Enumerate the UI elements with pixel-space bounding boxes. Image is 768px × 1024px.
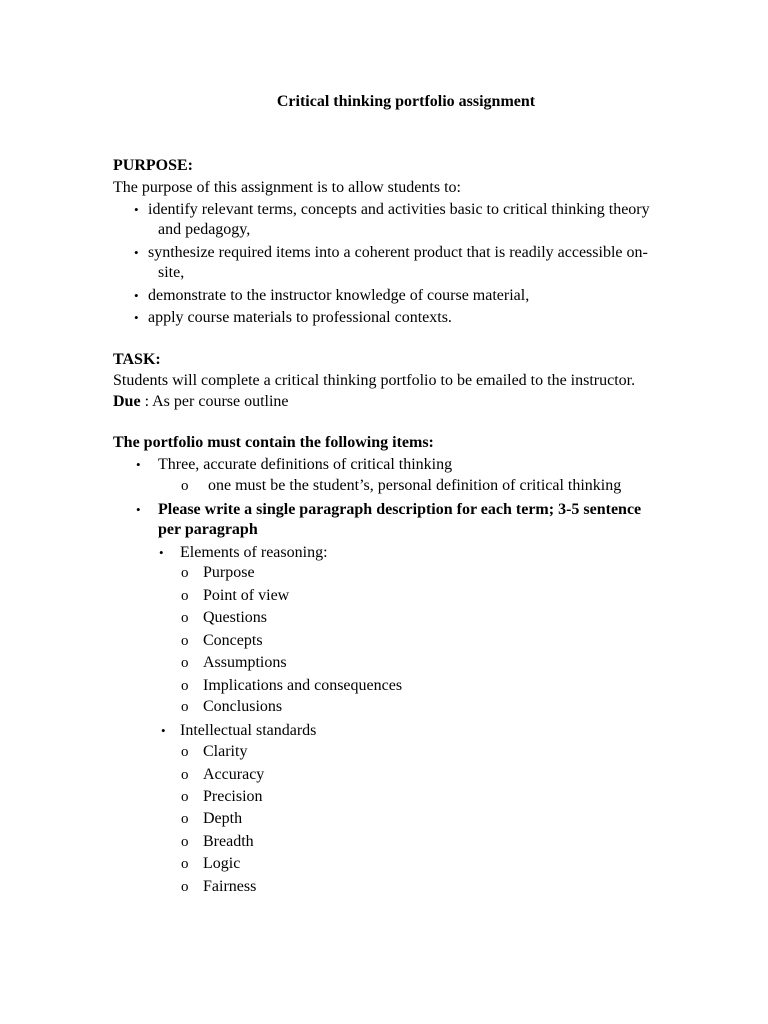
sub-bullet-icon: o <box>181 789 189 805</box>
due-text: : As per course outline <box>140 393 289 410</box>
standard-item: Breadth <box>203 833 254 850</box>
sub-bullet-icon: o <box>181 856 189 872</box>
sub-bullet-icon: o <box>181 699 189 715</box>
purpose-bullet-1-line1: identify relevant terms, concepts and activities basic to critical thinking theory <box>148 201 650 218</box>
sub-bullet-icon: o <box>181 879 189 895</box>
purpose-heading: PURPOSE: <box>113 157 193 174</box>
due-line <box>113 392 289 412</box>
element-item: Purpose <box>203 564 255 581</box>
bullet-icon: • <box>134 310 139 325</box>
sub-bullet-icon: o <box>181 588 189 604</box>
element-item: Point of view <box>203 587 290 604</box>
task-heading: TASK: <box>113 351 161 368</box>
sub-bullet-icon: o <box>181 744 189 760</box>
sub-bullet-icon: o <box>181 811 189 827</box>
element-item: Conclusions <box>203 698 283 715</box>
portfolio-item-1: Three, accurate definitions of critical thinking <box>158 456 453 473</box>
sub-bullet-icon: o <box>181 678 189 694</box>
due-label: Due <box>113 393 141 410</box>
standard-item: Clarity <box>203 743 248 760</box>
sub-bullet-icon: o <box>181 478 189 494</box>
sub-bullet-icon: o <box>181 655 189 671</box>
sub-bullet-icon: o <box>181 633 189 649</box>
standard-item: Accuracy <box>203 766 265 783</box>
sub-bullet-icon: o <box>181 610 189 626</box>
standard-item: Depth <box>203 810 243 827</box>
task-text: Students will complete a critical thinking portfolio to be emailed to the instructor. <box>113 372 636 389</box>
bullet-icon: • <box>134 245 139 260</box>
document-title: Critical thinking portfolio assignment <box>276 93 536 110</box>
element-item: Assumptions <box>203 654 287 671</box>
purpose-intro: The purpose of this assignment is to allow students to: <box>113 179 461 196</box>
purpose-bullet-3: demonstrate to the instructor knowledge of course material, <box>148 287 530 304</box>
purpose-bullet-1-line2: and pedagogy, <box>158 221 251 238</box>
standard-item: Fairness <box>203 878 257 895</box>
sub-bullet-icon: o <box>181 565 189 581</box>
purpose-bullet-2-line1: synthesize required items into a coherent product that is readily accessible on- <box>148 244 648 261</box>
element-item: Implications and consequences <box>203 677 403 694</box>
elements-label: Elements of reasoning: <box>180 544 328 561</box>
portfolio-item-2-line2: per paragraph <box>158 521 258 538</box>
purpose-bullet-4: apply course materials to professional contexts. <box>148 309 452 326</box>
standard-item: Precision <box>203 788 263 805</box>
purpose-bullet-2-line2: site, <box>158 264 185 281</box>
portfolio-item-1-sub: one must be the student’s, personal definition of critical thinking <box>208 477 622 494</box>
bullet-icon: • <box>134 202 139 217</box>
bullet-icon: • <box>159 545 164 560</box>
element-item: Concepts <box>203 632 263 649</box>
standard-item: Logic <box>203 855 241 872</box>
bullet-icon: • <box>136 457 141 472</box>
standards-label: Intellectual standards <box>180 722 317 739</box>
bullet-icon: • <box>134 288 139 303</box>
bullet-icon: • <box>136 502 141 517</box>
portfolio-item-2-line1: Please write a single paragraph description for each term; 3-5 sentence <box>158 501 642 518</box>
sub-bullet-icon: o <box>181 834 189 850</box>
portfolio-heading: The portfolio must contain the following items: <box>113 434 434 451</box>
element-item: Questions <box>203 609 267 626</box>
bullet-icon: • <box>161 723 166 738</box>
sub-bullet-icon: o <box>181 767 189 783</box>
